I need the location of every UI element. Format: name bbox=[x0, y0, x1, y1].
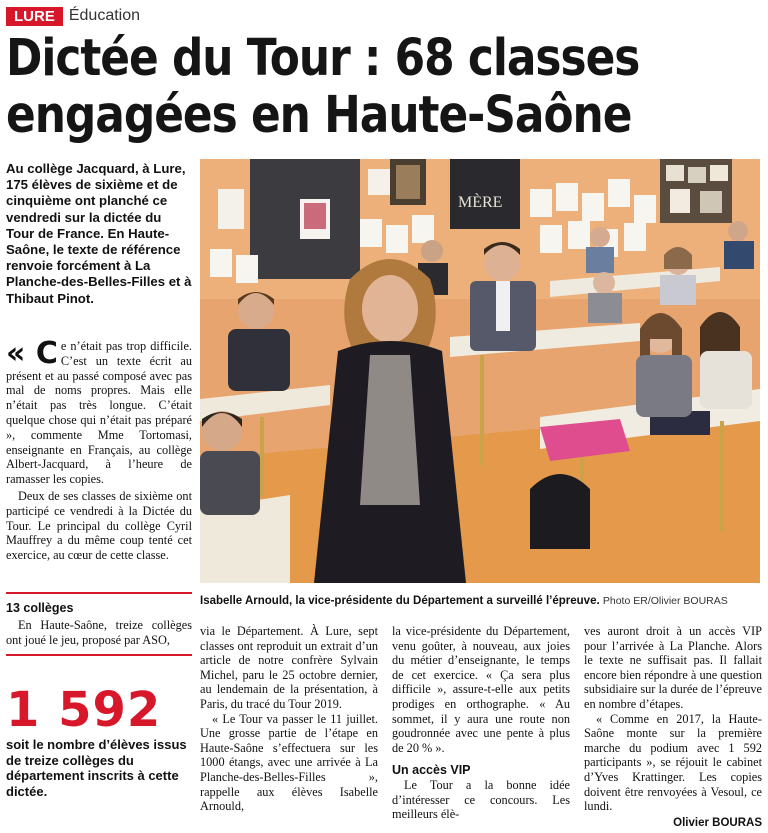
poster-text: MÈRE bbox=[458, 194, 503, 211]
body-paragraph: « Le Tour va passer le 11 juillet. Une grosse partie de l’étape en Haute-Saône s’effectuera sur les 1000 étangs, avec une arrivée à La Planche-des-Belles-Filles », rappelle aux élèves Isabelle Arnould, bbox=[200, 711, 378, 814]
body-paragraph bbox=[6, 336, 192, 487]
dropcap bbox=[6, 336, 58, 371]
body-paragraph: via le Département. À Lure, sept classes ont reproduit un extrait d’un article de notre confrère Sylvain Michel, paru le 25 octobre dernier, au lendemain de la présentation, à Paris, du tracé du Tour 2019. bbox=[200, 624, 378, 711]
photo-credit: Photo ER/Olivier BOURAS bbox=[602, 595, 728, 607]
article-lede: Au collège Jacquard, à Lure, 175 élèves de sixième et de cinquième ont planché ce vendredi sur la dictée du Tour de France. En Haute-Saône, le texte de référence renvoie forcément à La Planche-des-Belles-Filles et à Thibaut Pinot. bbox=[6, 161, 192, 306]
body-column-2 bbox=[200, 624, 378, 814]
body-column-1b bbox=[6, 597, 192, 649]
city-tag: LURE bbox=[6, 7, 63, 26]
divider bbox=[6, 592, 192, 594]
body-column-1 bbox=[6, 336, 192, 565]
classroom-photo bbox=[200, 159, 760, 583]
body-column-4 bbox=[584, 624, 762, 830]
section-header bbox=[6, 6, 140, 26]
fact-description: soit le nombre d’élèves issus de treize collèges du département inscrits à cette dictée. bbox=[6, 737, 187, 799]
fact-number: 1 592 bbox=[6, 682, 162, 738]
section-label: Éducation bbox=[68, 7, 141, 24]
divider bbox=[6, 654, 192, 656]
headline-line-1: Dictée du Tour : 68 classes bbox=[6, 29, 640, 88]
body-text: e n’était pas trop difficile. C’est un texte écrit au présent et au passé composé avec pas mal de noms propres. Mais elle n’était pas très longue. C’était quelque chose qui n’était pas préparé », commente Mme Tortomasi, enseignante en Français, au collège Albert-Jacquard, à l’heure de ramasser les copies. bbox=[6, 339, 192, 487]
dropcap-letter: C bbox=[35, 336, 58, 371]
body-paragraph: Deux de ses classes de sixième ont participé ce vendredi à la Dictée du Tour. Le principal du collège Cyril Mauffrey a du même coup tenté cet exercice, au cœur de cette classe. bbox=[6, 488, 192, 563]
body-column-3 bbox=[392, 624, 570, 822]
photo-caption bbox=[200, 594, 760, 608]
quote-mark: « bbox=[6, 336, 36, 371]
classroom-illustration bbox=[200, 159, 760, 583]
body-paragraph: Le Tour a la bonne idée d’intéresser ce concours. Les meilleurs élè- bbox=[392, 777, 570, 822]
body-paragraph: En Haute-Saône, treize collèges ont joué le jeu, proposé par ASO, bbox=[6, 617, 192, 647]
body-paragraph: « Comme en 2017, la Haute-Saône monte sur la première marche du podium avec 1 592 participants », se réjouit le cabinet d’Yves Krattinger. Les copies doivent être renvoyées à Vesoul, ce lundi. bbox=[584, 711, 762, 814]
fact-box bbox=[6, 682, 192, 799]
body-paragraph: la vice-présidente du Département, venu goûter, à nouveau, aux joies du métier d’enseignante, le temps de cet exercice. « Ça sera plus difficile », assure-t-elle aux petits prodiges en orthographe. « Au sommet, il y aura une route non goudronnée avec une pente à plus de 20 % ». bbox=[392, 624, 570, 755]
author-signature: Olivier BOURAS bbox=[673, 816, 762, 829]
headline-line-2: engagées en Haute-Saône bbox=[6, 86, 632, 145]
body-paragraph: ves auront droit à un accès VIP pour l’arrivée à La Planche. Alors le texte ne suffisait pas. Il fallait encore bien répondre à une question subsidiaire sur la durée de l’épreuve en nombre d’étapes. bbox=[584, 624, 762, 711]
subhead-13-colleges: 13 collèges bbox=[6, 601, 74, 615]
headline bbox=[6, 30, 763, 144]
caption-text: Isabelle Arnould, la vice-présidente du Département a surveillé l’épreuve. bbox=[200, 595, 600, 607]
subhead-vip-access: Un accès VIP bbox=[392, 763, 471, 778]
